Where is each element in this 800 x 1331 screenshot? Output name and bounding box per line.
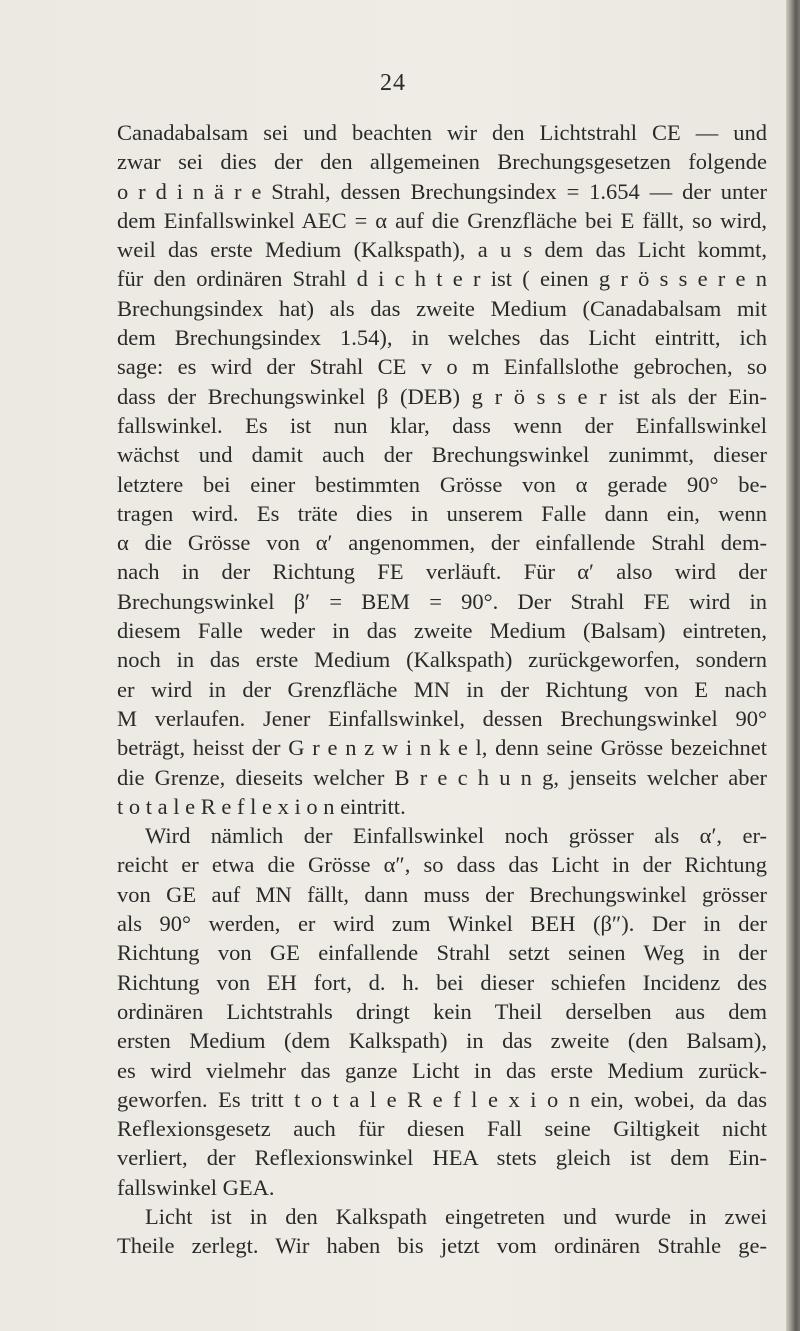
text-line: Brechungsindex hat) als das zweite Medium (Canadabalsam mit (117, 295, 767, 321)
text-line: für den ordinären Strahl d i c h t e r ist ( einen g r ö s s e r e n (117, 266, 767, 292)
text-line: weil das erste Medium (Kalkspath), a u s dem das Licht kommt, (117, 237, 767, 263)
text-line: nach in der Richtung FE verläuft. Für α′ also wird der (117, 559, 767, 585)
page-edge-shadow (786, 0, 800, 1331)
text-line: sage: es wird der Strahl CE v o m Einfallslothe gebrochen, so (117, 354, 767, 380)
text-line: geworfen. Es tritt t o t a l e R e f l e x i o n ein, wobei, da das (117, 1086, 767, 1112)
text-line: tragen wird. Es träte dies in unserem Falle dann ein, wenn (117, 500, 767, 526)
text-line: zwar sei dies der den allgemeinen Brechungsgesetzen folgende (117, 149, 767, 175)
text-line: beträgt, heisst der G r e n z w i n k e l, denn seine Grösse bezeichnet (117, 735, 767, 761)
text-line: die Grenze, dieseits welcher B r e c h u n g, jenseits welcher aber (117, 764, 767, 790)
text-line: verliert, der Reflexionswinkel HEA stets gleich ist dem Ein- (117, 1145, 767, 1171)
text-line: Reflexionsgesetz auch für diesen Fall seine Giltigkeit nicht (117, 1116, 767, 1142)
text-line: Brechungswinkel β′ = BEM = 90°. Der Strahl FE wird in (117, 588, 767, 614)
text-line: Richtung von EH fort, d. h. bei dieser schiefen Incidenz des (117, 969, 767, 995)
page-number: 24 (380, 70, 406, 96)
text-line: Canadabalsam sei und beachten wir den Lichtstrahl CE — und (117, 120, 767, 145)
text-line: M verlaufen. Jener Einfallswinkel, dessen Brechungswinkel 90° (117, 705, 767, 731)
text-line: als 90° werden, er wird zum Winkel BEH (β″). Der in der (117, 911, 767, 937)
text-line: Wird nämlich der Einfallswinkel noch grösser als α′, er- (145, 823, 767, 849)
text-line: dass der Brechungswinkel β (DEB) g r ö s s e r ist als der Ein- (117, 383, 767, 409)
text-line: Richtung von GE einfallende Strahl setzt seinen Weg in der (117, 940, 767, 966)
text-line: ordinären Lichtstrahls dringt kein Theil derselben aus dem (117, 998, 767, 1024)
body-text (117, 118, 767, 1261)
text-line: diesem Falle weder in das zweite Medium (Balsam) eintreten, (117, 618, 767, 644)
text-line: Licht ist in den Kalkspath eingetreten und wurde in zwei (145, 1203, 767, 1229)
text-line: wächst und damit auch der Brechungswinkel zunimmt, dieser (117, 442, 767, 468)
text-line: o r d i n ä r e Strahl, dessen Brechungsindex = 1.654 — der unter (117, 178, 767, 204)
text-line: t o t a l e R e f l e x i o n eintritt. (117, 793, 406, 819)
text-line: es wird vielmehr das ganze Licht in das erste Medium zurück- (117, 1057, 767, 1083)
text-line: letztere bei einer bestimmten Grösse von α gerade 90° be- (117, 471, 767, 497)
text-line: noch in das erste Medium (Kalkspath) zurückgeworfen, sondern (117, 647, 767, 673)
text-line: ersten Medium (dem Kalkspath) in das zweite (den Balsam), (117, 1028, 767, 1054)
text-line: reicht er etwa die Grösse α″, so dass das Licht in der Richtung (117, 852, 767, 878)
text-line: fallswinkel GEA. (117, 1174, 275, 1200)
text-line: Theile zerlegt. Wir haben bis jetzt vom ordinären Strahle ge- (117, 1233, 767, 1259)
text-line: er wird in der Grenzfläche MN in der Richtung von E nach (117, 676, 767, 702)
text-line: fallswinkel. Es ist nun klar, dass wenn der Einfallswinkel (117, 412, 767, 438)
text-line: von GE auf MN fällt, dann muss der Brechungswinkel grösser (117, 881, 767, 907)
text-line: dem Brechungsindex 1.54), in welches das Licht eintritt, ich (117, 325, 767, 351)
text-line: dem Einfallswinkel AEC = α auf die Grenzfläche bei E fällt, so wird, (117, 207, 767, 233)
text-line: α die Grösse von α′ angenommen, der einfallende Strahl dem- (117, 530, 767, 556)
